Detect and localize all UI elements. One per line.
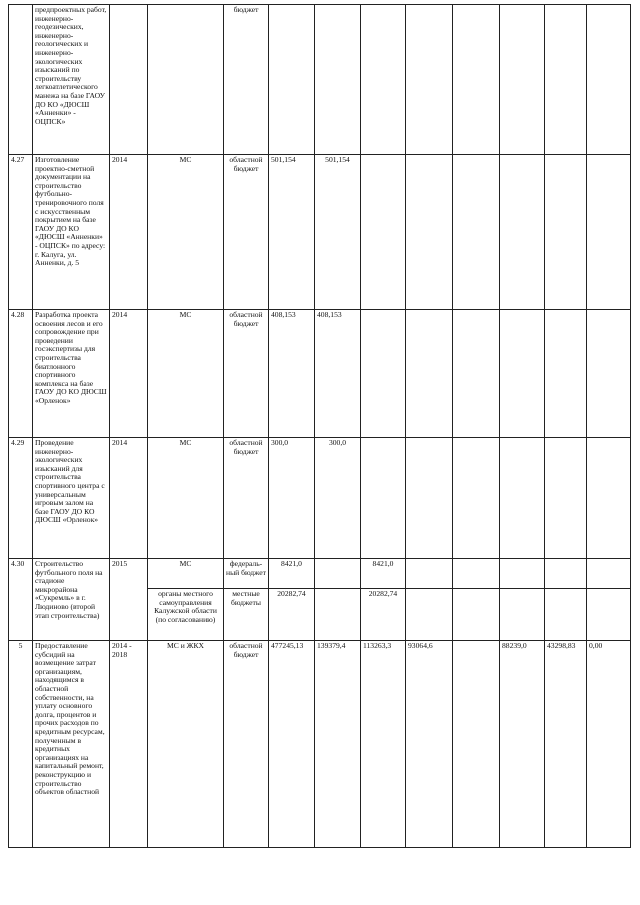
row-value-2014: 408,153 bbox=[315, 310, 361, 438]
row-year: 2014 - 2018 bbox=[110, 641, 148, 848]
row-year: 2014 bbox=[110, 438, 148, 559]
row-executor: МС и ЖКХ bbox=[148, 641, 224, 848]
cell-empty bbox=[545, 155, 587, 310]
row-description: Изготовление проектно-сметной документации на строительство футбольно-тренировочного поля с искусственным покрытием на базе ГАОУ ДО КО «ДЮСШ «Анненки» - ОЦПСК» по адресу: г. Калуга, ул. Анненки, д. 5 bbox=[33, 155, 110, 310]
table-row bbox=[9, 310, 631, 438]
row-executor: МС bbox=[148, 438, 224, 559]
row-value-2017: 88239,0 bbox=[500, 641, 545, 848]
row-executor: МС bbox=[148, 155, 224, 310]
table-row bbox=[9, 438, 631, 559]
row-source: областной бюджет bbox=[224, 310, 269, 438]
row-value-total: 20282,74 bbox=[269, 589, 315, 641]
row-description: предпроектных работ, инженерно-геодезических, инженерно-геологических и инженерно-экологических изысканий по строительству легкоатлетического манежа на базе ГАОУ ДО КО «ДЮСШ «Анненки» - ОЦПСК» bbox=[33, 5, 110, 155]
row-year: 2014 bbox=[110, 155, 148, 310]
row-source: областной бюджет bbox=[224, 155, 269, 310]
cell-empty bbox=[406, 438, 453, 559]
table-row bbox=[9, 559, 631, 589]
budget-table bbox=[8, 4, 631, 848]
cell-empty bbox=[315, 589, 361, 641]
cell-empty bbox=[545, 589, 587, 641]
cell-empty bbox=[587, 5, 631, 155]
cell-empty bbox=[500, 438, 545, 559]
row-number: 4.27 bbox=[9, 155, 33, 310]
row-source: местные бюджеты bbox=[224, 589, 269, 641]
row-description: Строительство футбольного поля на стадионе микрорайона «Сукремль» в г. Людиново (второй этап строительства) bbox=[33, 559, 110, 641]
table-row bbox=[9, 641, 631, 848]
cell-empty bbox=[361, 5, 406, 155]
row-number: 4.28 bbox=[9, 310, 33, 438]
row-executor: МС bbox=[148, 310, 224, 438]
cell-empty bbox=[500, 559, 545, 589]
cell-empty bbox=[406, 5, 453, 155]
row-value-2018: 43298,83 bbox=[545, 641, 587, 848]
cell-empty bbox=[406, 559, 453, 589]
cell-empty bbox=[545, 438, 587, 559]
row-number: 4.30 bbox=[9, 559, 33, 641]
cell-empty bbox=[545, 5, 587, 155]
cell-empty bbox=[453, 5, 500, 155]
row-executor: МС bbox=[148, 559, 224, 589]
cell-empty bbox=[406, 155, 453, 310]
row-description: Проведение инженерно-экологических изысканий для строительства спортивного центра с универсальным игровым залом на базе ГАОУ ДО КО ДЮСШ «Орленок» bbox=[33, 438, 110, 559]
row-value-2015: 113263,3 bbox=[361, 641, 406, 848]
cell-empty bbox=[315, 5, 361, 155]
cell-empty bbox=[453, 559, 500, 589]
cell-empty bbox=[500, 155, 545, 310]
row-number: 5 bbox=[9, 641, 33, 848]
row-value-2014: 300,0 bbox=[315, 438, 361, 559]
cell-empty bbox=[587, 559, 631, 589]
row-year: 2015 bbox=[110, 559, 148, 641]
row-executor bbox=[148, 5, 224, 155]
cell-empty bbox=[500, 589, 545, 641]
row-year: 2014 bbox=[110, 310, 148, 438]
row-value-2014: 501,154 bbox=[315, 155, 361, 310]
row-value-total: 408,153 bbox=[269, 310, 315, 438]
cell-empty bbox=[545, 559, 587, 589]
row-value-2015: 8421,0 bbox=[361, 559, 406, 589]
row-value-total: 501,154 bbox=[269, 155, 315, 310]
cell-empty bbox=[361, 438, 406, 559]
row-source: бюджет bbox=[224, 5, 269, 155]
cell-empty bbox=[269, 5, 315, 155]
cell-empty bbox=[453, 438, 500, 559]
cell-empty bbox=[587, 310, 631, 438]
cell-empty bbox=[406, 310, 453, 438]
cell-empty bbox=[361, 155, 406, 310]
row-value-col12: 0,00 bbox=[587, 641, 631, 848]
row-number bbox=[9, 5, 33, 155]
cell-empty bbox=[500, 310, 545, 438]
row-source: областной бюджет bbox=[224, 641, 269, 848]
cell-empty bbox=[361, 310, 406, 438]
table-row bbox=[9, 155, 631, 310]
row-value-col9 bbox=[453, 641, 500, 848]
row-year bbox=[110, 5, 148, 155]
row-value-2014: 139379,4 bbox=[315, 641, 361, 848]
cell-empty bbox=[587, 155, 631, 310]
cell-empty bbox=[315, 559, 361, 589]
row-description: Предоставление субсидий на возмещение затрат организациям, находящимся в областной собственности, на уплату основного долга, процентов и прочих расходов по кредитным ресурсам, полученным в кредитных организациях на капитальный ремонт, реконструкцию и строительство объектов областной bbox=[33, 641, 110, 848]
table-row bbox=[9, 5, 631, 155]
cell-empty bbox=[587, 589, 631, 641]
cell-empty bbox=[453, 310, 500, 438]
row-executor: органы местного самоуправления Калужской области (по согласованию) bbox=[148, 589, 224, 641]
row-value-total: 8421,0 bbox=[269, 559, 315, 589]
row-source: федераль-ный бюджет bbox=[224, 559, 269, 589]
cell-empty bbox=[587, 438, 631, 559]
row-value-total: 300,0 bbox=[269, 438, 315, 559]
row-source: областной бюджет bbox=[224, 438, 269, 559]
row-value-2015: 20282,74 bbox=[361, 589, 406, 641]
row-number: 4.29 bbox=[9, 438, 33, 559]
cell-empty bbox=[545, 310, 587, 438]
row-value-2016: 93064,6 bbox=[406, 641, 453, 848]
cell-empty bbox=[453, 589, 500, 641]
cell-empty bbox=[453, 155, 500, 310]
row-value-total: 477245,13 bbox=[269, 641, 315, 848]
cell-empty bbox=[500, 5, 545, 155]
cell-empty bbox=[406, 589, 453, 641]
row-description: Разработка проекта освоения лесов и его сопровождение при проведении госэкспертизы для строительства биатлонного спортивного комплекса на базе ГАОУ ДО КО ДЮСШ «Орленок» bbox=[33, 310, 110, 438]
